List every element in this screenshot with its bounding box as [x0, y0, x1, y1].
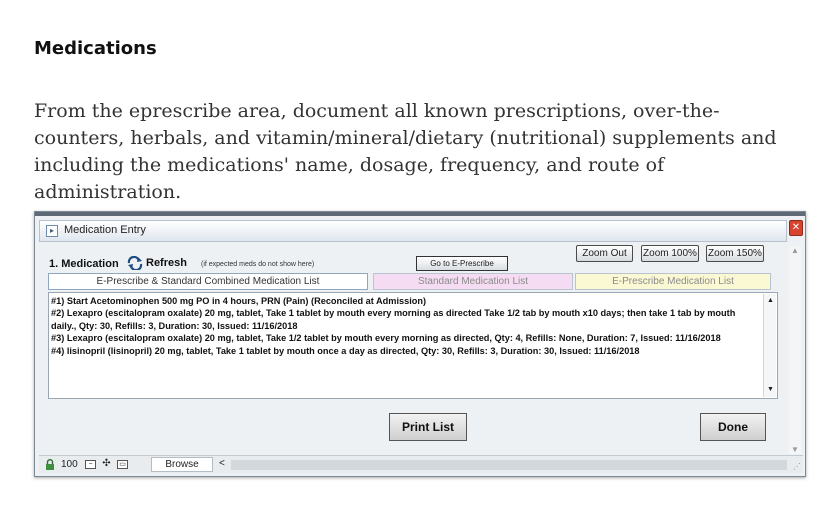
refresh-icon	[127, 256, 143, 270]
scroll-up-icon[interactable]: ▲	[767, 297, 774, 304]
document-icon: ▸	[46, 225, 58, 237]
browse-mode[interactable]: Browse	[151, 457, 213, 472]
print-list-button[interactable]: Print List	[389, 413, 467, 441]
page-heading: Medications	[34, 38, 157, 59]
refresh-note: (if expected meds do not show here)	[201, 261, 315, 268]
window-title: Medication Entry	[64, 224, 146, 236]
medication-item: #4) lisinopril (lisinopril) 20 mg, tablet, Take 1 tablet by mouth once a day as directed, Qty: 30, Refills: 3, Duration: 30, Issued: 11/16/2018	[51, 345, 640, 356]
horizontal-scrollbar[interactable]	[231, 460, 787, 470]
scroll-down-icon[interactable]: ▼	[791, 445, 799, 454]
medication-item: #3) Lexapro (escitalopram oxalate) 20 mg, tablet, Take 1/2 tablet by mouth every morning as directed, Qty: 4, Refills: None, Duration: 7, Issued: 11/16/2018	[51, 333, 721, 344]
close-icon[interactable]: ✕	[789, 220, 803, 236]
tab-eprescribe-medication-list[interactable]: E-Prescribe Medication List	[575, 273, 771, 290]
zoom-plus-icon[interactable]: ✣	[102, 458, 111, 469]
window-titlebar	[39, 220, 787, 242]
refresh-label: Refresh	[146, 257, 187, 269]
page-view-icon[interactable]: ▭	[117, 460, 128, 469]
done-button[interactable]: Done	[700, 413, 766, 441]
refresh-button[interactable]	[127, 256, 187, 270]
zoom-100-button[interactable]: Zoom 100%	[641, 245, 699, 262]
intro-paragraph: From the eprescribe area, document all known prescriptions, over-the-counters, herbals, and vitamin/mineral/dietary (nutritional) supplements and including the medications' name, dosage, frequency, and route of administration.	[34, 100, 777, 203]
scroll-up-icon[interactable]: ▲	[791, 246, 799, 255]
medication-section-label: 1. Medication	[49, 258, 119, 270]
scroll-left-icon[interactable]: <	[219, 458, 225, 469]
zoom-150-button[interactable]: Zoom 150%	[706, 245, 764, 262]
resize-grip-icon[interactable]: ⋰	[793, 462, 801, 471]
zoom-level: 100	[61, 459, 78, 470]
dialog-vertical-scrollbar[interactable]	[789, 246, 801, 454]
tab-combined-medication-list[interactable]: E-Prescribe & Standard Combined Medication List	[48, 273, 368, 290]
medication-list-textarea[interactable]	[48, 292, 778, 399]
medication-entry-dialog	[34, 211, 806, 477]
medication-list-scrollbar[interactable]	[763, 294, 776, 397]
go-to-eprescribe-button[interactable]: Go to E-Prescribe	[416, 256, 508, 271]
status-bar	[39, 455, 803, 473]
lock-icon	[45, 459, 55, 470]
zoom-minus-icon[interactable]: −	[85, 460, 96, 469]
dialog-top-border	[35, 212, 805, 216]
medication-item: #1) Start Acetominophen 500 mg PO in 4 hours, PRN (Pain) (Reconciled at Admission)	[51, 296, 427, 306]
zoom-out-button[interactable]: Zoom Out	[576, 245, 633, 262]
tab-standard-medication-list[interactable]: Standard Medication List	[373, 273, 573, 290]
scroll-down-icon[interactable]: ▼	[767, 385, 774, 393]
medication-item: #2) Lexapro (escitalopram oxalate) 20 mg, tablet, Take 1 tablet by mouth every morning as directed Take 1/2 tab by mouth x10 days; then take 1 tab by mouth daily., Qty: 30, Refills: 3, Duration: 30, Issued: 11/16/2018	[51, 308, 736, 331]
